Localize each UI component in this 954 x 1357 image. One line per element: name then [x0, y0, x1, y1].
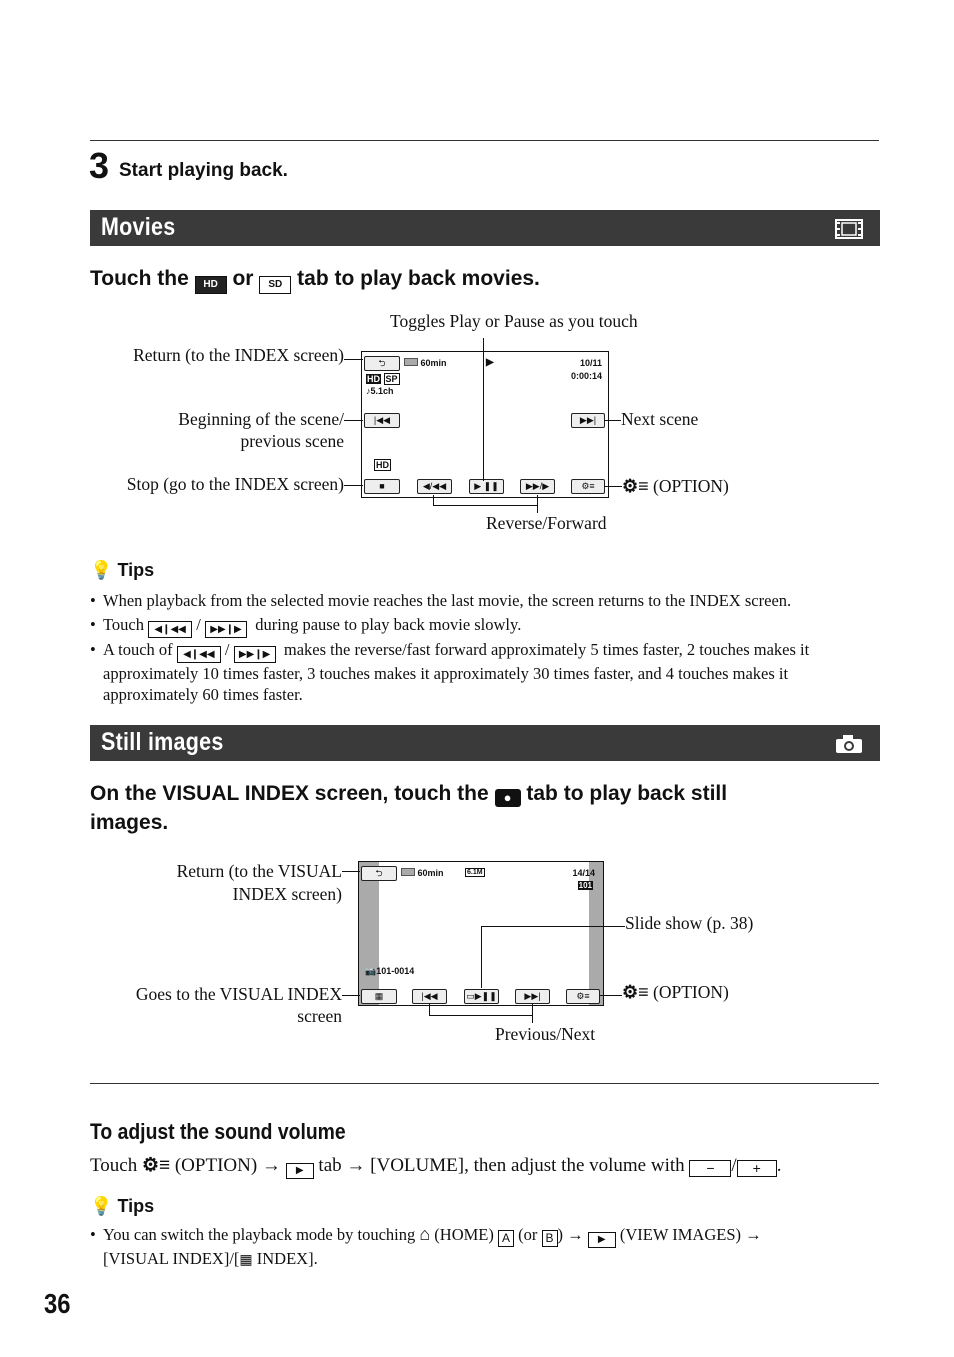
next-scene-button[interactable]: ▶▶| [571, 413, 605, 428]
goes-visual-callout-2: screen [297, 1006, 342, 1026]
still-instruction-line-1 [90, 782, 727, 807]
still-instruction-line-2: images. [90, 811, 169, 834]
image-counter: 14/14 [572, 868, 595, 878]
next-button[interactable]: ▶▶| [515, 989, 550, 1004]
reverse-icon: ◀❙◀◀ [177, 646, 221, 663]
hd-label: HD [376, 460, 389, 470]
slow-reverse-icon: ◀❙◀◀ [148, 621, 192, 638]
return-callout: Return (to the INDEX screen) [133, 345, 344, 365]
leader-line [481, 926, 625, 927]
forward-button[interactable]: ▶▶/▶ [520, 479, 555, 494]
battery-text: 60min [417, 868, 444, 878]
tips-heading-text: Tips [117, 1196, 155, 1216]
reverse-button[interactable]: ◀/◀◀ [417, 479, 452, 494]
bullet: • [90, 1225, 96, 1244]
tip-text-part: makes the reverse/fast forward approximately 5 times faster, 2 touches makes it [283, 640, 810, 659]
hd-tab-icon: HD [195, 276, 227, 294]
audio-indicator: ♪5.1ch [366, 386, 394, 396]
leader-line [344, 485, 363, 486]
tip-text: A touch of ◀❙◀◀ / ▶▶❙▶ makes the reverse/fast forward approximately 5 times faster, 2 touches makes it approximately 10 times faster, 3 touches makes it approximately 30 times faster, and 4 touches makes it approximately 60 times faster. [103, 640, 810, 704]
option-callout-text: (OPTION) [653, 476, 729, 496]
hd-badge: HD [367, 374, 380, 384]
leader-line [344, 420, 363, 421]
tip-text-part: [VISUAL INDEX]/[ [103, 1249, 240, 1268]
sd-tab-icon: SD [259, 276, 291, 294]
forward-icon: ▶▶❙▶ [234, 646, 276, 663]
battery-indicator [404, 358, 447, 368]
option-icon: ⚙≡ [622, 982, 649, 1002]
tip-text-part: during pause to play back movie slowly. [255, 615, 522, 634]
tips-icon: 💡 [90, 560, 113, 580]
movies-section-header [90, 210, 880, 246]
movies-section-title: Movies [101, 213, 176, 241]
previous-scene-button[interactable]: |◀◀ [364, 413, 400, 428]
still-option-callout [622, 982, 729, 1003]
volume-instruction: Touch ⚙≡ (OPTION) → ▶ tab → [VOLUME], then adjust the volume with − / + . [90, 1154, 781, 1179]
leader-line [537, 495, 538, 513]
leader-line [532, 1003, 533, 1023]
file-number: 📷101-0014 [365, 966, 415, 976]
leader-line [433, 505, 538, 506]
leader-line [429, 1015, 533, 1016]
next-scene-callout: Next scene [621, 409, 699, 429]
reverse-forward-callout: Reverse/Forward [486, 513, 607, 533]
leader-line [342, 871, 360, 872]
option-icon: ⚙≡ [622, 476, 649, 496]
tip-text-part: Touch [103, 615, 145, 634]
option-callout-text: (OPTION) [653, 982, 729, 1002]
tips-icon: 💡 [90, 1196, 113, 1216]
step-number: 3 [89, 145, 110, 186]
goes-visual-callout-1: Goes to the VISUAL INDEX [135, 984, 342, 1004]
leader-line [342, 995, 360, 996]
still-section-header [90, 725, 880, 761]
volume-heading: To adjust the sound volume [90, 1119, 346, 1144]
volume-minus-button: − [689, 1160, 731, 1177]
tips-heading-2 [90, 1196, 154, 1217]
leader-line [604, 420, 621, 421]
top-rule [90, 140, 879, 141]
leader-line [344, 359, 363, 360]
slow-forward-icon: ▶▶❙▶ [205, 621, 247, 638]
slideshow-button[interactable]: ▭▶❚❚ [464, 989, 499, 1004]
tip-item [90, 1224, 880, 1270]
bullet: • [90, 615, 96, 634]
arrow-icon: → [567, 1225, 584, 1244]
leader-line [433, 495, 434, 505]
tip-text-part: INDEX]. [256, 1249, 318, 1268]
battery-text: 60min [420, 358, 447, 368]
tip-text-part: (or [518, 1225, 538, 1244]
volume-text: tab [318, 1155, 342, 1176]
step-title: Start playing back. [119, 160, 288, 181]
leader-line [604, 486, 622, 487]
volume-text: (OPTION) [174, 1155, 258, 1176]
page-number: 36 [44, 1288, 71, 1319]
camera-icon [835, 734, 863, 754]
volume-plus-button: + [737, 1160, 777, 1177]
visual-index-button[interactable]: ▦ [361, 989, 397, 1004]
tip-text: When playback from the selected movie reaches the last movie, the screen returns to the INDEX screen. [103, 591, 792, 610]
battery-indicator [401, 868, 444, 878]
tip-item [90, 590, 880, 612]
home-icon: ⌂ [419, 1224, 431, 1244]
button-a-label: A [498, 1230, 514, 1247]
return-visual-callout-1: Return (to the VISUAL [176, 861, 342, 881]
stop-callout: Stop (go to the INDEX screen) [126, 474, 344, 494]
stop-button[interactable]: ■ [364, 479, 400, 494]
tip-text-part: approximately 60 times faster. [103, 685, 303, 704]
slideshow-callout: Slide show (p. 38) [625, 913, 754, 933]
return-visual-callout-2: INDEX screen) [232, 884, 342, 904]
still-section-title: Still images [101, 728, 224, 756]
movie-playback-screen [361, 351, 609, 498]
instruction-text-2: or [232, 267, 254, 290]
leader-line [429, 1003, 430, 1015]
tip-text-part: ) [557, 1225, 563, 1244]
beginning-callout-2: previous scene [240, 431, 344, 451]
audio-text: 5.1ch [370, 386, 394, 396]
play-tab-icon: ▶ [286, 1163, 314, 1179]
left-frame [359, 862, 379, 1005]
arrow-icon: → [261, 1155, 281, 1176]
tip-text [103, 1224, 880, 1271]
instruction-text-3: tab to play back movies. [297, 267, 540, 290]
arrow-icon: → [346, 1155, 366, 1176]
format-indicator [366, 374, 400, 384]
bullet: • [90, 640, 96, 659]
play-pause-button[interactable]: ▶ ❚❚ [469, 479, 504, 494]
option-callout [622, 476, 729, 497]
tip-text-part: approximately 10 times faster, 3 touches makes it approximately 30 times faster, and 4 touches makes it [103, 664, 789, 683]
tip-item [90, 639, 880, 705]
film-icon: ▦ [239, 1253, 253, 1268]
play-indicator-icon: ▶ [486, 357, 494, 368]
folder-indicator: 101 [578, 881, 592, 890]
tip-text: Touch ◀❙◀◀ / ▶▶❙▶ during pause to play back movie slowly. [103, 614, 521, 638]
arrow-icon: → [745, 1225, 762, 1244]
instruction-text-1: On the VISUAL INDEX screen, touch the [90, 782, 489, 805]
leader-line [483, 338, 484, 481]
toggle-callout: Toggles Play or Pause as you touch [390, 311, 638, 331]
button-b-label: B [542, 1230, 558, 1247]
tip-text-part: (HOME) [434, 1225, 494, 1244]
beginning-callout-1: Beginning of the scene/ [178, 409, 344, 429]
return-button[interactable]: ⮌ [364, 356, 400, 371]
leader-line [481, 926, 482, 988]
tip-item [90, 614, 880, 636]
tips-heading-text: Tips [117, 560, 155, 580]
tip-text-part: (VIEW IMAGES) [619, 1225, 742, 1244]
camera-tab-icon: ● [495, 789, 521, 807]
leader-line [600, 995, 622, 996]
prev-next-callout: Previous/Next [495, 1024, 596, 1044]
section-rule [90, 1083, 879, 1084]
instruction-text-1: Touch the [90, 267, 189, 290]
sp-badge: SP [385, 374, 398, 384]
bullet: • [90, 591, 96, 610]
time-counter: 0:00:14 [570, 371, 602, 381]
movies-instruction [90, 267, 540, 294]
volume-text: [VOLUME], then adjust the volume with [370, 1155, 685, 1176]
volume-text: Touch [90, 1155, 138, 1176]
tip-text-part: You can switch the playback mode by touching [103, 1225, 416, 1244]
scene-counter: 10/11 [579, 358, 602, 368]
option-button[interactable]: ⚙≡ [571, 479, 605, 494]
tips-heading-1 [90, 560, 154, 581]
instruction-text-2: tab to play back still [526, 782, 728, 805]
option-button[interactable]: ⚙≡ [566, 989, 600, 1004]
previous-button[interactable]: |◀◀ [412, 989, 447, 1004]
image-size-indicator: 6.1M [467, 869, 483, 876]
option-icon: ⚙≡ [141, 1155, 171, 1176]
return-button[interactable]: ⮌ [361, 866, 397, 881]
view-images-icon: ▶ [588, 1232, 616, 1248]
film-icon [835, 219, 863, 239]
tip-text-part: A touch of [103, 640, 173, 659]
file-number-text: 101-0014 [376, 966, 415, 976]
